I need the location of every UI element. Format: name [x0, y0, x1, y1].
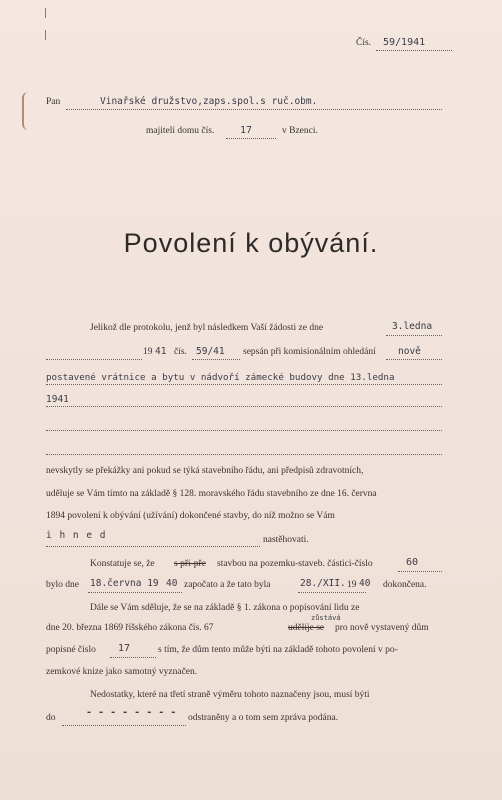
- p3-end-date: 28./XII.: [300, 578, 346, 589]
- dotted-line: [46, 359, 142, 360]
- dotted-line: [386, 359, 442, 360]
- p3-line1-b: stavbou na pozemku-staveb. částici-číslo: [217, 559, 373, 569]
- p1-line3-typed: postavené vrátnice a bytu v nádvoří zámecké budovy dne 13.ledna: [46, 372, 395, 383]
- p3-line2-a: bylo dne: [46, 580, 79, 590]
- p4-line2-strike: udělíje se: [288, 623, 325, 633]
- p2-line1: nevskytly se překážky ani pokud se týká stavebního řádu, ani předpisů zdravotních,: [46, 466, 364, 476]
- p2-line4-text: nastěhovati.: [263, 535, 309, 545]
- p1-line1: Jelikož dle protokolu, jenž byl následkem Vaší žádosti ze dne: [90, 323, 324, 333]
- binding-bracket: [22, 92, 36, 130]
- p2-line3: 1894 povolení k obývání (užívání) dokončené stavby, do níž možno se Vám: [46, 511, 335, 521]
- margin-mark: [45, 8, 46, 18]
- p3-line2-b: započato a že tato byla: [184, 580, 271, 590]
- dotted-line: [46, 430, 442, 431]
- p1-line4-typed: 1941: [46, 394, 69, 405]
- p3-line1-a: Konstatuje se, že: [90, 559, 155, 569]
- p5-line2-a: do: [46, 713, 56, 723]
- dotted-line: [88, 592, 182, 593]
- dotted-line: [192, 359, 240, 360]
- p1-cis-label: čís.: [174, 347, 187, 357]
- p1-date: 3.ledna: [392, 321, 433, 332]
- dotted-line: [376, 50, 452, 51]
- dotted-line: [66, 109, 442, 110]
- cis-label: Čís.: [356, 38, 372, 48]
- owner-number: 17: [240, 125, 253, 136]
- p5-line2-b: odstraněny a o tom sem zpráva podána.: [188, 713, 339, 723]
- p2-line4-typed: i h n e d: [46, 530, 107, 541]
- p4-line1: Dále se Vám sděluje, že se na základě § 1. zákona o popisování lidu ze: [90, 603, 360, 613]
- margin-mark: [45, 30, 46, 40]
- dotted-line: [226, 138, 276, 139]
- dotted-line: [46, 384, 442, 385]
- p4-line2-a: dne 20. března 1869 říšského zákona čís. 67: [46, 623, 214, 633]
- p2-line2: uděluje se Vám tímto na základě § 128. moravského řádu stavebního ze dne 16. června: [46, 489, 377, 499]
- pan-label: Pan: [46, 97, 61, 107]
- dotted-line: [46, 546, 260, 547]
- dotted-line: [298, 592, 366, 593]
- p4-zustava: zůstává: [311, 614, 341, 622]
- dotted-line: [46, 406, 442, 407]
- owner-label: majiteli domu čís.: [146, 126, 215, 136]
- p3-end-year: 40: [359, 578, 371, 589]
- p3-line2-c: dokončena.: [383, 580, 427, 590]
- pan-value: Vinařské družstvo,zaps.spol.s ruč.obm.: [100, 96, 318, 107]
- p1-line2-text: sepsán při komisionálním ohledání: [243, 347, 376, 357]
- cis-value: 59/1941: [383, 37, 426, 48]
- dotted-line: [386, 335, 442, 336]
- p3-line1-strike: s při-pře: [174, 559, 206, 569]
- dotted-line: [398, 571, 442, 572]
- p5-dashes: - - - - - - - -: [86, 707, 177, 718]
- owner-place: v Bzenci.: [282, 126, 318, 136]
- p4-house-no: 17: [118, 643, 131, 654]
- p1-year-suffix: 41: [155, 346, 167, 357]
- p3-parcel: 60: [406, 557, 419, 568]
- p4-line2-b: pro nově vystavený dům: [335, 623, 429, 633]
- dotted-line: [110, 657, 156, 658]
- p1-cis-value: 59/41: [196, 346, 225, 357]
- dotted-line: [62, 725, 186, 726]
- p3-start-year: 40: [166, 578, 178, 589]
- p4-line3-a: popisné číslo: [46, 645, 96, 655]
- dotted-line: [46, 454, 442, 455]
- p1-year-prefix: 19: [143, 347, 153, 357]
- p1-novo: nově: [398, 346, 421, 357]
- p5-line1: Nedostatky, které na třetí straně výměru tohoto naznačeny jsou, musí býti: [90, 690, 370, 700]
- page-title: Povolení k obývání.: [123, 228, 379, 258]
- p3-end-year-prefix: 19: [347, 580, 357, 590]
- p4-line3-b: s tím, že dům tento může býti na základě tohoto povolení v po-: [158, 645, 398, 655]
- p3-start-date: 18.června 19: [90, 578, 159, 589]
- p4-line4: zemkové knize jako samotný vyznačen.: [46, 667, 198, 677]
